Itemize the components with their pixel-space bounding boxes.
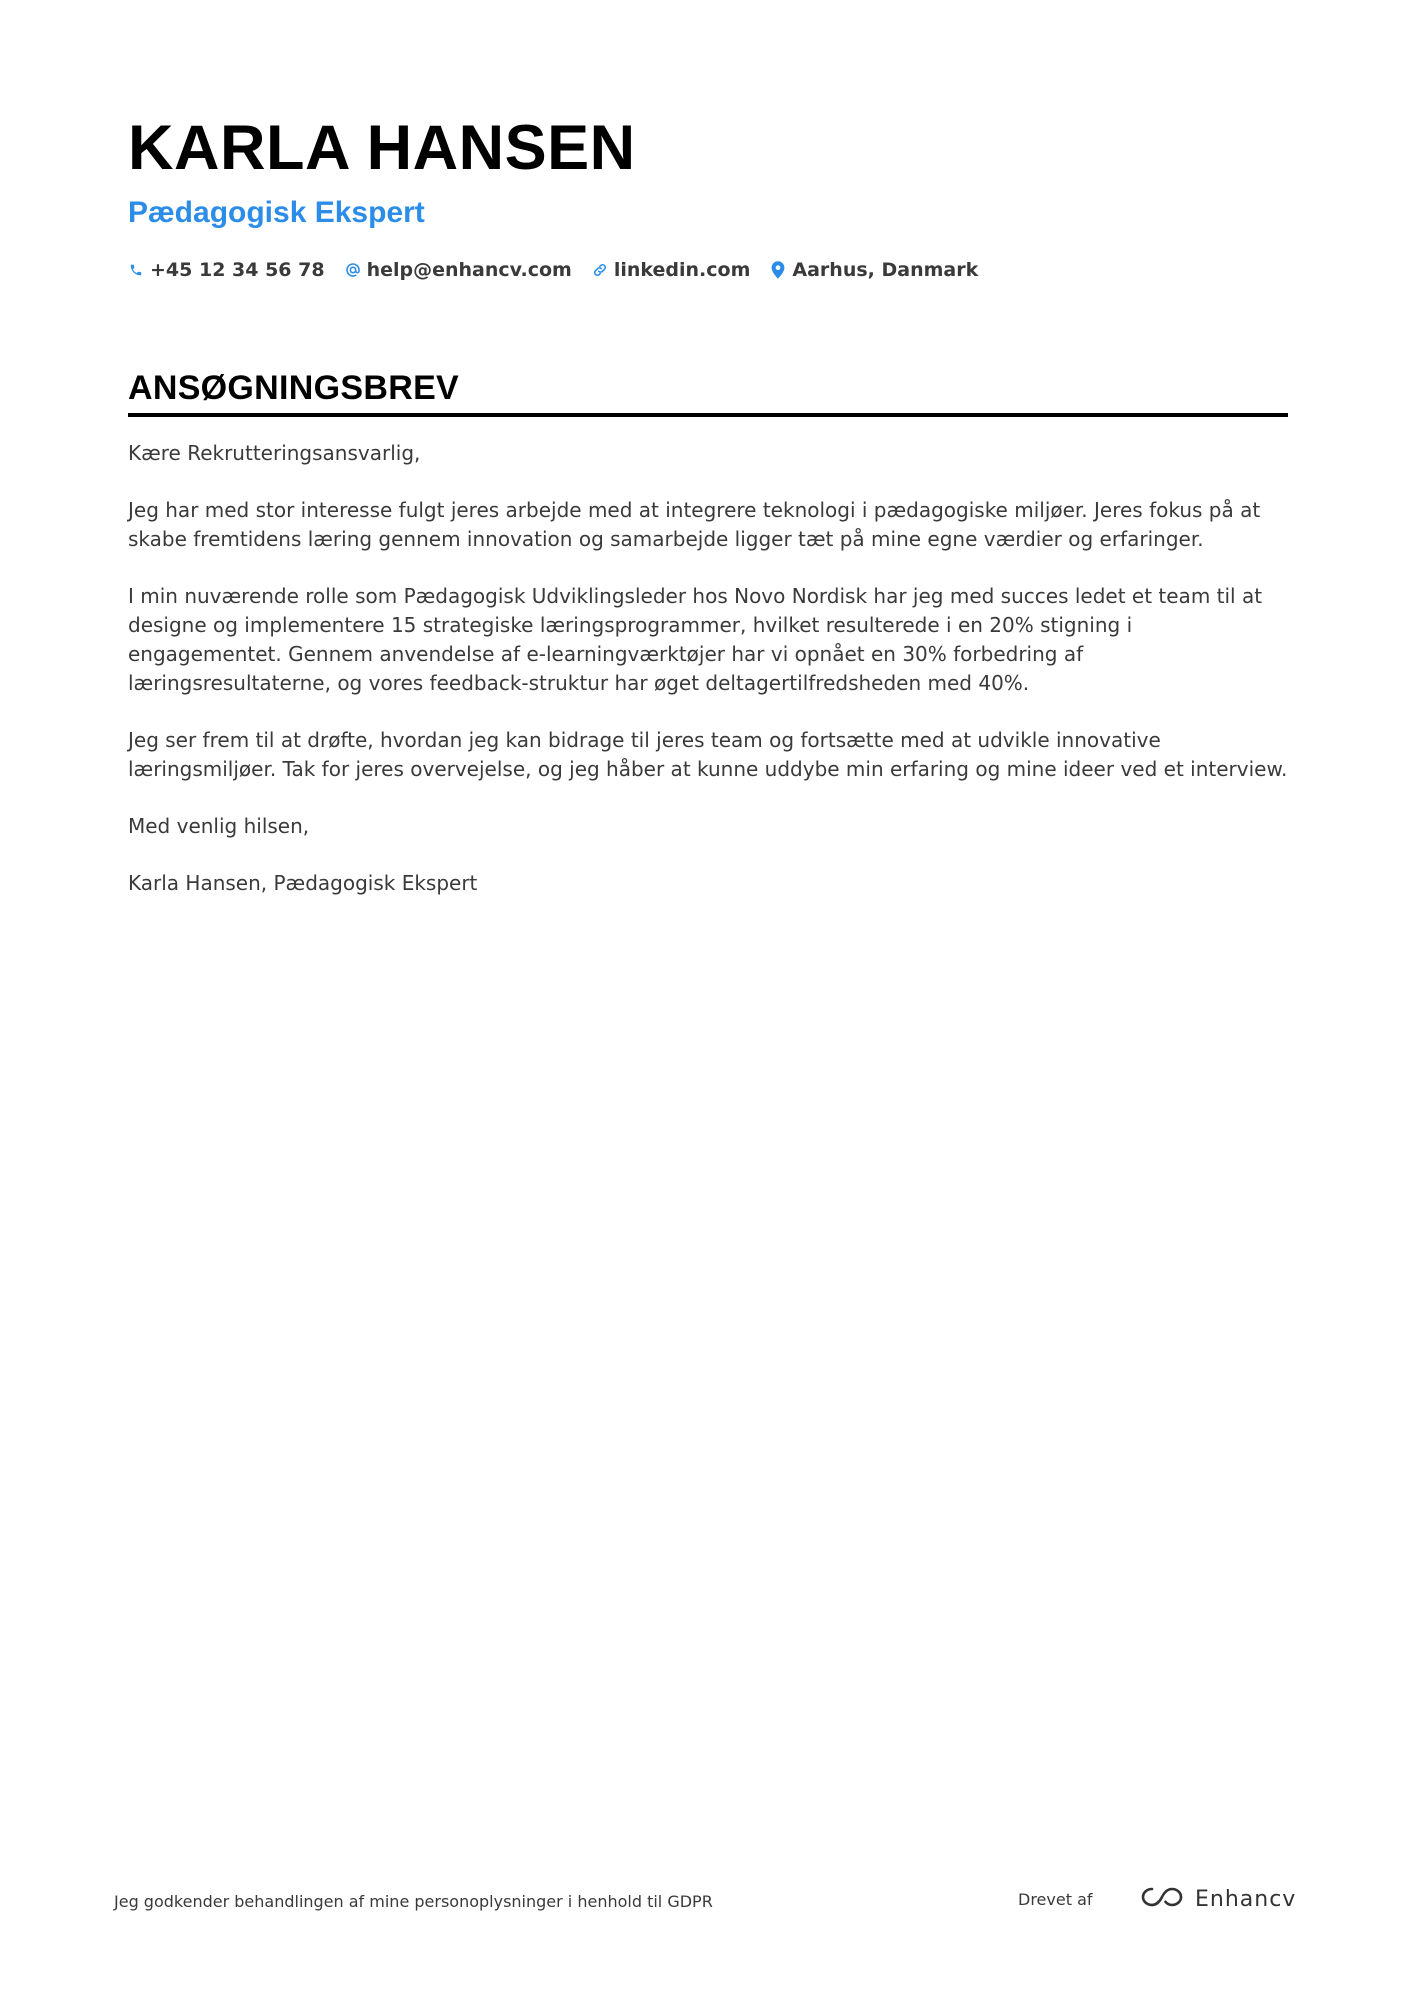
candidate-role: Pædagogisk Ekspert — [128, 196, 425, 229]
letter-closing: Med venlig hilsen, — [128, 814, 310, 838]
header — [128, 112, 1288, 281]
section-divider — [128, 413, 1288, 417]
letter-greeting: Kære Rekrutteringsansvarlig, — [128, 441, 421, 465]
footer — [114, 1882, 1297, 1922]
cover-letter-section — [128, 366, 1288, 926]
contact-linkedin[interactable] — [592, 259, 751, 281]
at-icon — [345, 260, 361, 280]
contact-location — [770, 259, 978, 281]
contact-phone[interactable] — [128, 259, 325, 281]
enhancv-brand[interactable] — [1139, 1882, 1296, 1916]
letter-paragraph-3: Jeg ser frem til at drøfte, hvordan jeg kan bidrage til jeres team og fortsætte med at udvikle innovative læringsmiljøer. Tak for jeres overvejelse, og jeg håber at kunne uddybe min erfaring og mine ideer ved et interview. — [128, 728, 1288, 781]
phone-icon — [128, 260, 144, 280]
contact-email-text: help@enhancv.com — [366, 259, 572, 281]
contact-bar — [128, 259, 1288, 281]
enhancv-brand-text: Enhancv — [1195, 1886, 1297, 1912]
letter-signature: Karla Hansen, Pædagogisk Ekspert — [128, 871, 478, 895]
section-title: ANSØGNINGSBREV — [128, 369, 460, 407]
letter-paragraph-1: Jeg har med stor interesse fulgt jeres arbejde med at integrere teknologi i pædagogiske miljøer. Jeres fokus på at skabe fremtidens læring gennem innovation og samarbejde ligger tæt på mine egne værdier og erfaringer. — [128, 498, 1261, 551]
letter-body — [128, 439, 1288, 898]
contact-phone-text: +45 12 34 56 78 — [150, 259, 325, 281]
contact-linkedin-text: linkedin.com — [613, 259, 751, 281]
map-pin-icon — [770, 260, 786, 280]
link-icon — [592, 260, 608, 280]
contact-location-text: Aarhus, Danmark — [792, 259, 979, 281]
gdpr-consent-text: Jeg godkender behandlingen af mine personoplysninger i henhold til GDPR — [114, 1892, 713, 1911]
candidate-name: KARLA HANSEN — [128, 113, 636, 183]
contact-email[interactable] — [345, 259, 572, 281]
powered-by-label: Drevet af — [1018, 1890, 1093, 1909]
enhancv-logo-icon — [1139, 1884, 1185, 1914]
letter-paragraph-2: I min nuværende rolle som Pædagogisk Udviklingsleder hos Novo Nordisk har jeg med succes ledet et team til at designe og implementere 15 strategiske læringsprogrammer, hvilket resulterede i en 20% stigning i engagementet. Gennem anvendelse af e-learningværktøjer har vi opnået en 30% forbedring af læringsresultaterne, og vores feedback-struktur har øget deltagertilfredsheden med 40%. — [128, 584, 1263, 695]
